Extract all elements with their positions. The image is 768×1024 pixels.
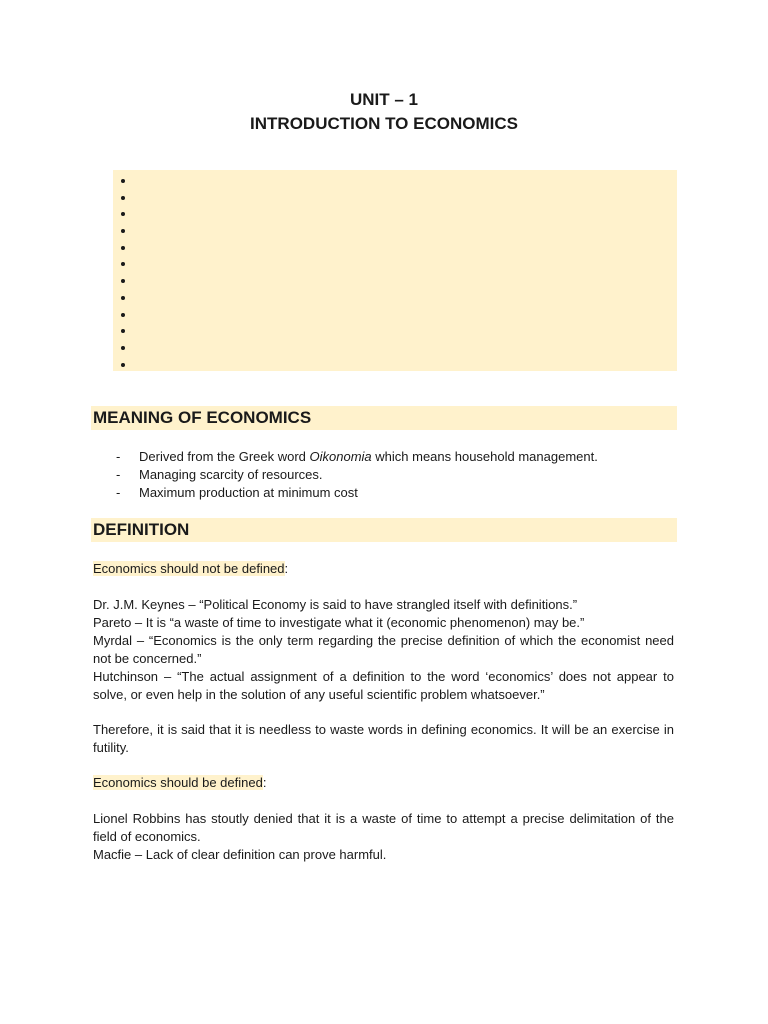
definition-heading: DEFINITION <box>91 518 677 542</box>
meaning-item: - Managing scarcity of resources. <box>113 466 598 484</box>
quotes-block <box>93 596 674 704</box>
robbins-statement: Lionel Robbins has stoutly denied that it is a waste of time to attempt a precise delimitation of the field of economics. <box>93 811 674 844</box>
meaning-list <box>113 448 598 502</box>
not-defined-label: Economics should not be defined: <box>93 561 289 576</box>
meaning-item: - Maximum production at minimum cost <box>113 484 598 502</box>
quote-pareto: Pareto – It is “a waste of time to investigate what it (economic phenomenon) may be.” <box>93 615 585 630</box>
defined-label: Economics should be defined: <box>93 775 267 790</box>
quote-hutchinson: Hutchinson – “The actual assignment of a definition to the word ‘economics’ does not appear to solve, or even help in the solution of any useful scientific problem whatsoever.” <box>93 669 674 702</box>
macfie-statement: Macfie – Lack of clear definition can prove harmful. <box>93 847 387 862</box>
bullet-list <box>113 172 135 372</box>
empty-bullet-list <box>113 170 677 371</box>
quote-myrdal: Myrdal – “Economics is the only term regarding the precise definition of which the economist need not be concerned.” <box>93 633 674 666</box>
unit-subtitle: INTRODUCTION TO ECONOMICS <box>250 114 518 133</box>
meaning-item: - Derived from the Greek word Oikonomia which means household management. <box>113 448 598 466</box>
unit-title <box>0 88 768 136</box>
defined-block <box>93 810 674 864</box>
quote-keynes: Dr. J.M. Keynes – “Political Economy is said to have strangled itself with definitions.” <box>93 597 578 612</box>
unit-number: UNIT – 1 <box>349 90 419 109</box>
therefore-paragraph: Therefore, it is said that it is needless to waste words in defining economics. It will be an exercise in futility. <box>93 722 674 755</box>
meaning-heading: MEANING OF ECONOMICS <box>91 406 677 430</box>
